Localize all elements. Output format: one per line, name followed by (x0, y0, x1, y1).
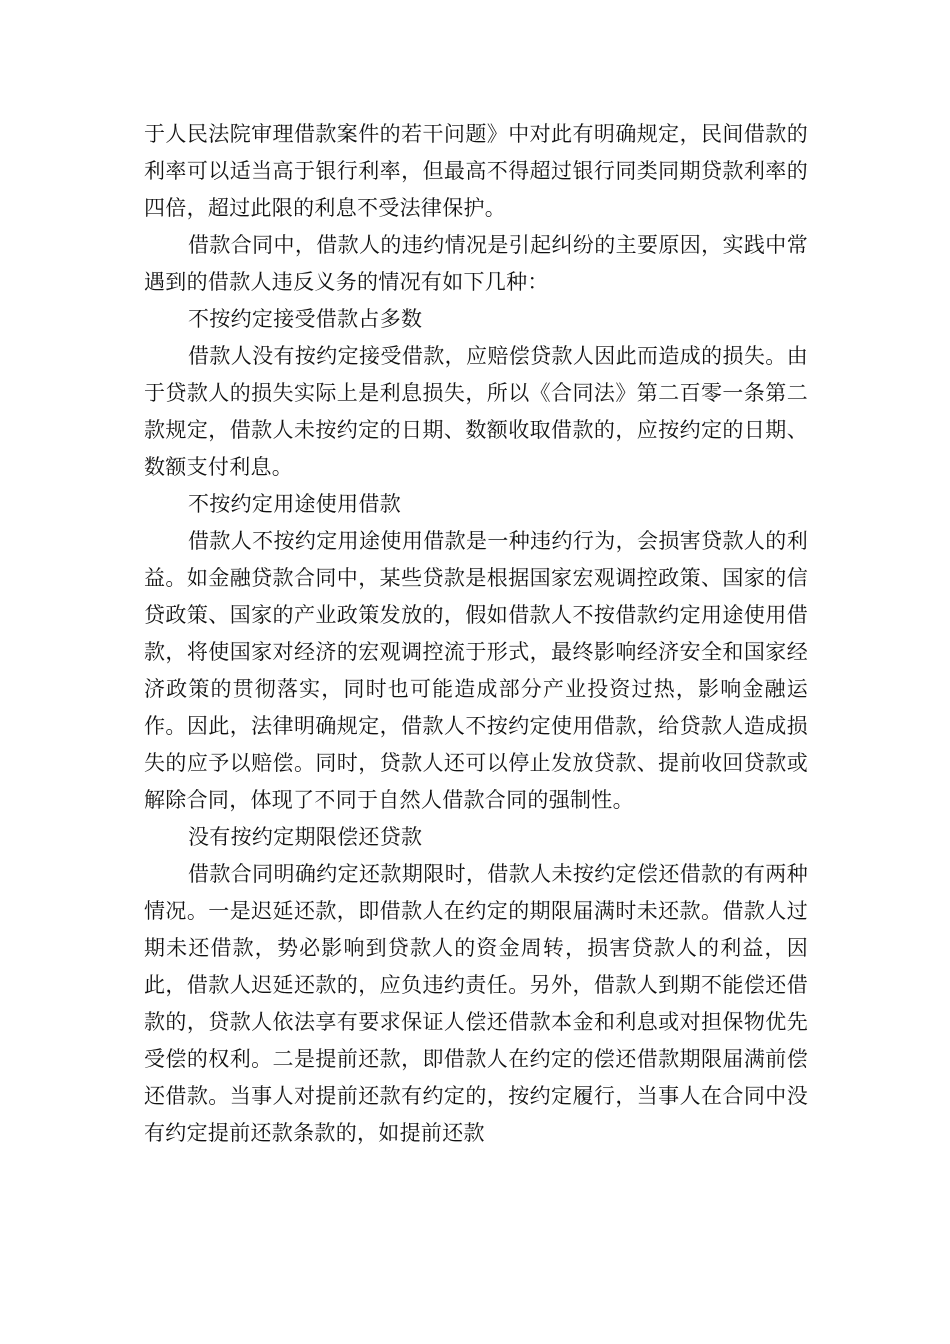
document-body (144, 116, 808, 1152)
paragraph-misuse-of-loan: 借款人不按约定用途使用借款是一种违约行为，会损害贷款人的利益。如金融贷款合同中，某些贷款是根据国家宏观调控政策、国家的信贷政策、国家的产业政策发放的，假如借款人不按借款约定用途使用借款，将使国家对经济的宏观调控流于形式，最终影响经济安全和国家经济政策的贯彻落实，同时也可能造成部分产业投资过热，影响金融运作。因此，法律明确规定，借款人不按约定使用借款，给贷款人造成损失的应予以赔偿。同时，贷款人还可以停止发放贷款、提前收回贷款或解除合同，体现了不同于自然人借款合同的强制性。 (144, 529, 808, 812)
section-heading-late-repayment: 没有按约定期限偿还贷款 (188, 825, 423, 849)
section-heading-misuse-of-loan: 不按约定用途使用借款 (188, 492, 401, 516)
paragraph-continued: 于人民法院审理借款案件的若干问题》中对此有明确规定，民间借款的利率可以适当高于银行利率，但最高不得超过银行同类同期贷款利率的四倍，超过此限的利息不受法律保护。 (144, 122, 808, 220)
section-heading-not-accepting-loan: 不按约定接受借款占多数 (188, 307, 423, 331)
paragraph-not-accepting-loan: 借款人没有按约定接受借款，应赔偿贷款人因此而造成的损失。由于贷款人的损失实际上是利息损失，所以《合同法》第二百零一条第二款规定，借款人未按约定的日期、数额收取借款的，应按约定的日期、数额支付利息。 (144, 344, 808, 479)
paragraph-late-repayment: 借款合同明确约定还款期限时，借款人未按约定偿还借款的有两种情况。一是迟延还款，即借款人在约定的期限届满时未还款。借款人过期未还借款，势必影响到贷款人的资金周转，损害贷款人的利益，因此，借款人迟延还款的，应负违约责任。另外，借款人到期不能偿还借款的，贷款人依法享有要求保证人偿还借款本金和利息或对担保物优先受偿的权利。二是提前还款，即借款人在约定的偿还借款期限届满前偿还借款。当事人对提前还款有约定的，按约定履行，当事人在合同中没有约定提前还款条款的，如提前还款 (144, 862, 808, 1145)
paragraph-breach-intro: 借款合同中，借款人的违约情况是引起纠纷的主要原因，实践中常遇到的借款人违反义务的情况有如下几种： (144, 233, 808, 294)
